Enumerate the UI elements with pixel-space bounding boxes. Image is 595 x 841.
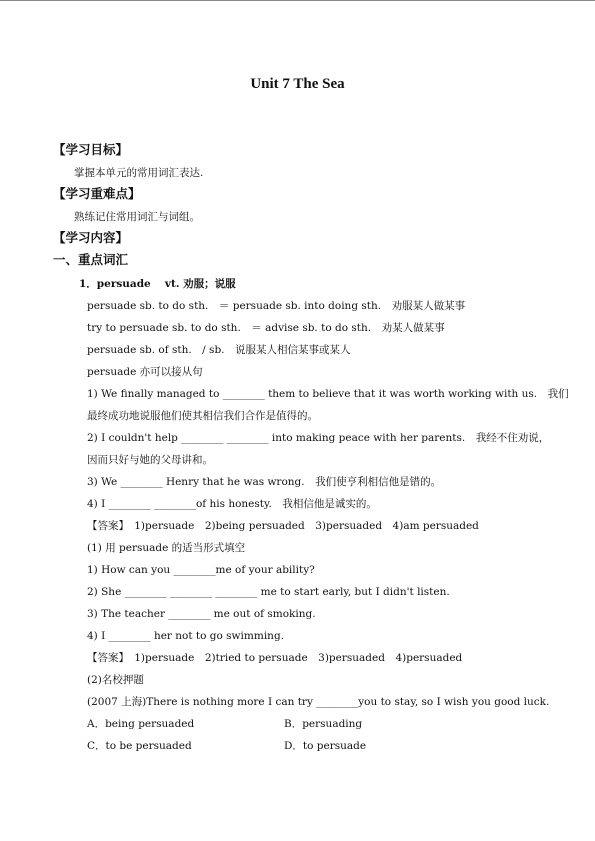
options-row xyxy=(87,717,527,731)
example-line: 1) We finally managed to ________ them to believe that it was worth working with us. 我们 xyxy=(87,388,569,400)
exam-question: (2007 上海)There is nothing more I can try ________you to stay, so I wish you good luck. xyxy=(87,696,550,708)
answer-line: 【答案】 1)persuade 2)tried to persuade 3)persuaded 4)persuaded xyxy=(87,652,463,664)
key-vocabulary-heading: 一、重点词汇 xyxy=(53,252,129,267)
usage-line: persuade sb. of sth. / sb. 说服某人相信某事或某人 xyxy=(87,344,351,356)
usage-line: persuade sb. to do sth. ＝ persuade sb. into doing sth. 劝服某人做某事 xyxy=(87,300,466,312)
options-row xyxy=(87,739,527,753)
usage-line: persuade 亦可以接从句 xyxy=(87,366,203,378)
word-heading: 1．persuade vt. 劝服；说服 xyxy=(79,278,236,290)
option-b: B．persuading xyxy=(284,718,363,730)
exercise-line: 2) She ________ ________ ________ me to start early, but I didn't listen. xyxy=(87,586,450,598)
example-line: 2) I couldn't help ________ ________ into making peace with her parents. 我经不住劝说， xyxy=(87,432,550,444)
option-d: D．to persuade xyxy=(284,740,367,752)
example-line: 3) We ________ Henry that he was wrong. 我们使亨利相信他是错的。 xyxy=(87,476,442,488)
key-points-text: 熟练记住常用词汇与词组。 xyxy=(74,211,200,223)
key-points-heading: 【学习重难点】 xyxy=(53,186,141,201)
exercise-line: 1) How can you ________me of your ability? xyxy=(87,564,315,576)
example-line: 4) I ________ ________of his honesty. 我相信他是诚实的。 xyxy=(87,498,377,510)
exercise-line: 4) I ________ her not to go swimming. xyxy=(87,630,284,642)
exercise-line: 3) The teacher ________ me out of smoking. xyxy=(87,608,316,620)
option-a: A．being persuaded xyxy=(87,718,195,730)
usage-line: try to persuade sb. to do sth. ＝ advise sb. to do sth. 劝某人做某事 xyxy=(87,322,445,334)
example-line: 最终成功地说服他们使其相信我们合作是值得的。 xyxy=(87,410,318,422)
exercise-heading: (1) 用 persuade 的适当形式填空 xyxy=(87,542,246,554)
answer-line: 【答案】 1)persuade 2)being persuaded 3)persuaded 4)am persuaded xyxy=(87,520,479,532)
learning-goal-text: 掌握本单元的常用词汇表达. xyxy=(74,167,204,179)
exam-heading: (2)名校押题 xyxy=(87,674,144,686)
option-c: C．to be persuaded xyxy=(87,740,192,752)
learning-goal-heading: 【学习目标】 xyxy=(53,142,129,157)
page-top-rule xyxy=(0,0,595,1)
example-line: 因而只好与她的父母讲和。 xyxy=(87,454,213,466)
page-title: Unit 7 The Sea xyxy=(250,76,345,92)
learning-content-heading: 【学习内容】 xyxy=(53,230,129,245)
